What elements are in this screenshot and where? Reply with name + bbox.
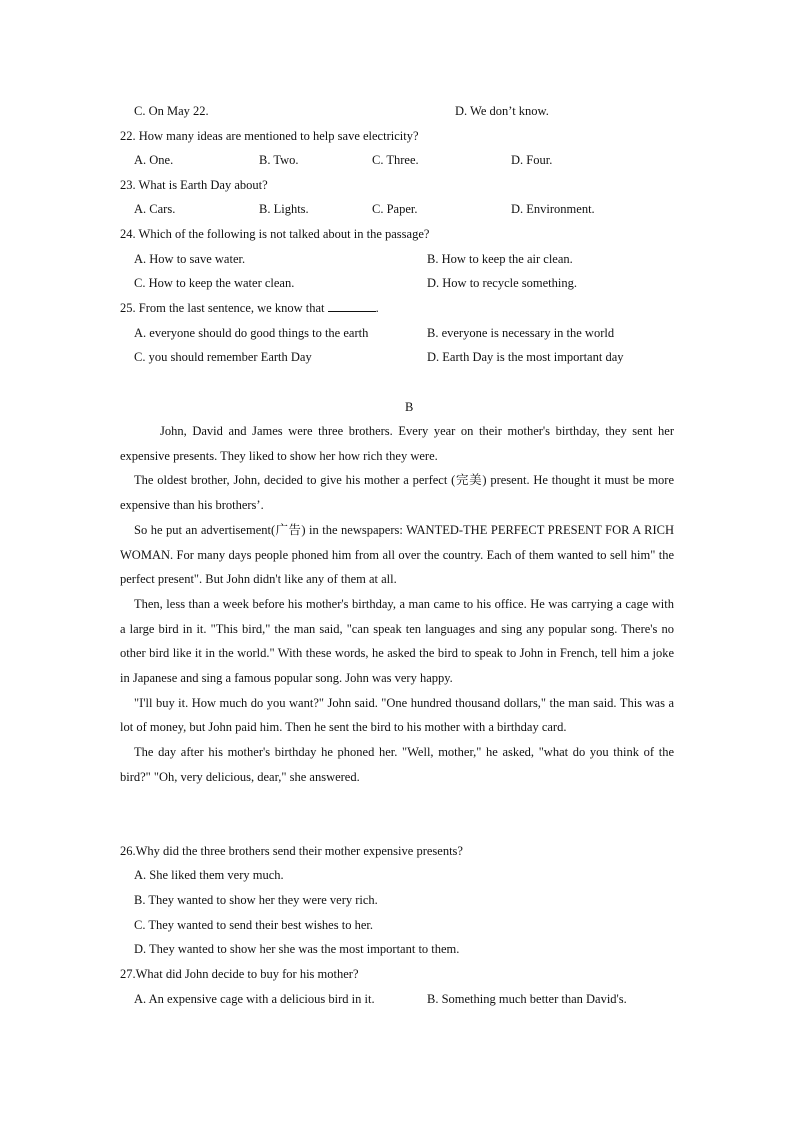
q24-option-d: D. How to recycle something. [427, 276, 577, 290]
passage-paragraph: "I'll buy it. How much do you want?" John said. "One hundred thousand dollars," the man said. This was a lot of money, but John paid him. Then he sent the bird to his mother with a birthday card. [120, 695, 674, 735]
q22-option-b: B. Two. [259, 153, 299, 167]
q27-option-b: B. Something much better than David's. [427, 992, 627, 1006]
q23-stem: 23. What is Earth Day about? [120, 178, 268, 192]
q27-option-a: A. An expensive cage with a delicious bird in it. [134, 992, 375, 1006]
q24-option-a: A. How to save water. [134, 252, 246, 266]
passage-paragraph: Then, less than a week before his mother's birthday, a man came to his office. He was carrying a cage with a large bird in it. "This bird," the man said, "can speak ten languages and sing any popular song. There's no other bird like it in the world." With these words, he asked the bird to speak to John in French, tell him a joke in Japanese and sing a famous popular song. John was very happy. [120, 596, 674, 686]
q23-option-c: C. Paper. [372, 202, 418, 216]
reading-passage [120, 419, 674, 790]
q25-stem-end: . [375, 301, 379, 315]
q25-option-c: C. you should remember Earth Day [134, 350, 312, 364]
q23-option-b: B. Lights. [259, 202, 309, 216]
q26-option-d: D. They wanted to show her she was the most important to them. [134, 942, 460, 956]
q26-option-c: C. They wanted to send their best wishes to her. [134, 918, 373, 932]
q22-option-d: D. Four. [511, 153, 553, 167]
passage-paragraph: The day after his mother's birthday he phoned her. "Well, mother," he asked, "what do you think of the bird?" "Oh, very delicious, dear," she answered. [120, 745, 674, 784]
q27-stem: 27.What did John decide to buy for his mother? [120, 967, 359, 981]
q25-option-b: B. everyone is necessary in the world [427, 326, 615, 340]
passage-paragraph: So he put an advertisement(广告) in the newspapers: WANTED-THE PERFECT PRESENT FOR A RICH WOMAN. For many days people phoned him from all over the country. Each of them wanted to sell him" the perfect present". But John didn't like any of them at all. [120, 522, 674, 587]
q24-option-b: B. How to keep the air clean. [427, 252, 573, 266]
q25-stem-text: 25. From the last sentence, we know that [120, 301, 325, 315]
passage-paragraph: The oldest brother, John, decided to give his mother a perfect (完美) present. He thought it must be more expensive than his brothers’. [120, 473, 674, 513]
q22-option-a: A. One. [134, 153, 174, 167]
q21-option-d: D. We don’t know. [455, 104, 549, 118]
passage-paragraph: John, David and James were three brothers. Every year on their mother's birthday, they sent her expensive presents. They liked to show her how rich they were. [120, 424, 674, 463]
answer-blank [328, 301, 376, 312]
q22-option-c: C. Three. [372, 153, 419, 167]
q25-option-d: D. Earth Day is the most important day [427, 350, 624, 364]
section-b-heading: B [405, 400, 414, 414]
q25-option-a: A. everyone should do good things to the earth [134, 326, 369, 340]
q24-option-c: C. How to keep the water clean. [134, 276, 295, 290]
q21-option-c: C. On May 22. [134, 104, 209, 118]
q23-option-d: D. Environment. [511, 202, 595, 216]
q26-option-b: B. They wanted to show her they were very rich. [134, 893, 378, 907]
q26-option-a: A. She liked them very much. [134, 868, 284, 882]
q26-stem: 26.Why did the three brothers send their mother expensive presents? [120, 844, 463, 858]
q24-stem: 24. Which of the following is not talked about in the passage? [120, 227, 430, 241]
q23-option-a: A. Cars. [134, 202, 176, 216]
q25-stem [120, 300, 379, 316]
q22-stem: 22. How many ideas are mentioned to help save electricity? [120, 129, 419, 143]
